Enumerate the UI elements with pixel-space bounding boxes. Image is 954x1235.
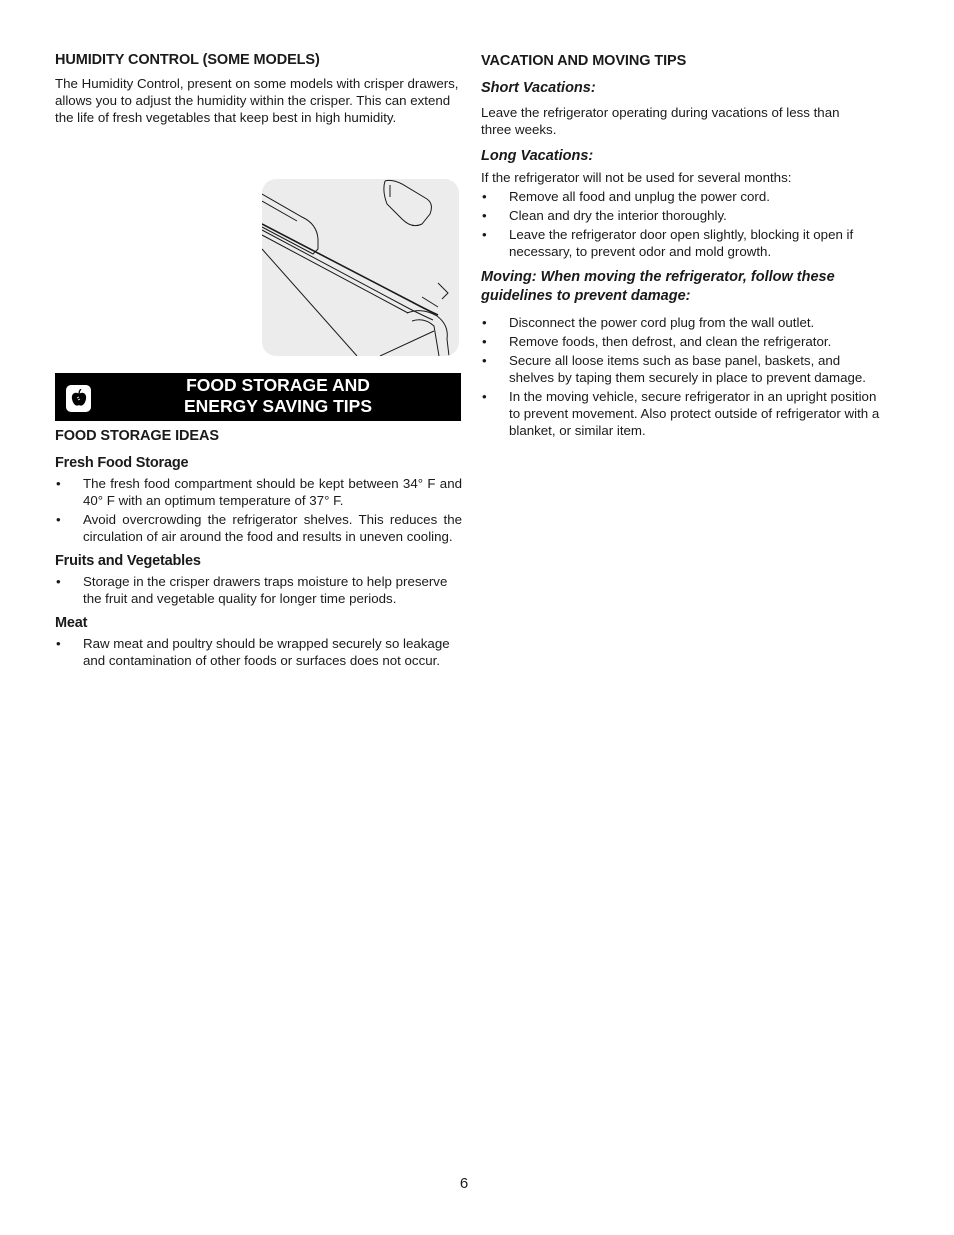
moving-heading-text: : When moving the refrigerator, follow these guidelines to prevent damage: — [481, 269, 835, 304]
list-item: • Avoid overcrowding the refrigerator shelves. This reduces the circulation of air around the food and results in uneven cooling. — [56, 512, 462, 544]
right-column — [481, 53, 881, 447]
meat-heading: Meat — [55, 615, 88, 631]
list-item: • Secure all loose items such as base panel, baskets, and shelves by taping them securely in place to prevent damage. — [482, 353, 867, 385]
banner-title-line2: ENERGY SAVING TIPS — [183, 396, 372, 416]
list-item: • Remove foods, then defrost, and clean the refrigerator. — [482, 334, 832, 349]
banner-title-line1: FOOD STORAGE AND — [186, 375, 370, 395]
list-item: • In the moving vehicle, secure refrigerator in an upright position to prevent movement. Also protect outside of refrigerator with a blanket, or similar item. — [482, 389, 880, 438]
humidity-body: The Humidity Control, present on some models with crisper drawers, allows you to adjust the humidity within the crisper. This can extend the life of fresh vegetables that keep best in high humidity. — [55, 76, 459, 125]
fruits-vegetables-list — [55, 573, 462, 607]
fresh-food-heading: Fresh Food Storage — [55, 455, 189, 471]
section-banner — [55, 373, 461, 421]
long-vacations-list — [481, 188, 881, 260]
page-number: 6 — [459, 1175, 469, 1192]
moving-list — [481, 314, 881, 439]
list-item: • Remove all food and unplug the power cord. — [482, 189, 770, 204]
meat-list — [55, 635, 462, 669]
food-storage-section — [55, 428, 462, 677]
short-vacations-heading: Short Vacations: — [481, 80, 596, 96]
list-item: • The fresh food compartment should be kept between 34° F and 40° F with an optimum temperature of 37° F. — [56, 476, 462, 508]
banner-title — [115, 375, 441, 417]
moving-label: Moving — [481, 269, 532, 285]
crisper-drawer-drawing — [262, 179, 459, 356]
moving-heading — [481, 268, 881, 306]
list-item: • Raw meat and poultry should be wrapped securely so leakage and contamination of other foods or surfaces does not occur. — [56, 636, 450, 668]
long-vacations-heading: Long Vacations: — [481, 148, 594, 164]
list-item: • Disconnect the power cord plug from the wall outlet. — [482, 315, 815, 330]
apple-icon — [66, 385, 91, 412]
list-item: • Leave the refrigerator door open slightly, blocking it open if necessary, to prevent odor and mold growth. — [482, 227, 854, 259]
left-column — [55, 52, 462, 132]
list-item: • Clean and dry the interior thoroughly. — [482, 208, 727, 223]
humidity-heading: HUMIDITY CONTROL (SOME MODELS) — [55, 52, 320, 68]
vacation-heading: VACATION AND MOVING TIPS — [481, 53, 687, 69]
crisper-drawer-illustration — [262, 179, 459, 356]
short-vacations-body: Leave the refrigerator operating during vacations of less than three weeks. — [481, 105, 840, 137]
long-vacations-intro: If the refrigerator will not be used for several months: — [481, 170, 792, 185]
fruits-vegetables-heading: Fruits and Vegetables — [55, 553, 201, 569]
food-storage-heading: FOOD STORAGE IDEAS — [55, 428, 219, 444]
fresh-food-list — [55, 475, 462, 545]
list-item: • Storage in the crisper drawers traps moisture to help preserve the fruit and vegetable quality for longer time periods. — [56, 574, 448, 606]
